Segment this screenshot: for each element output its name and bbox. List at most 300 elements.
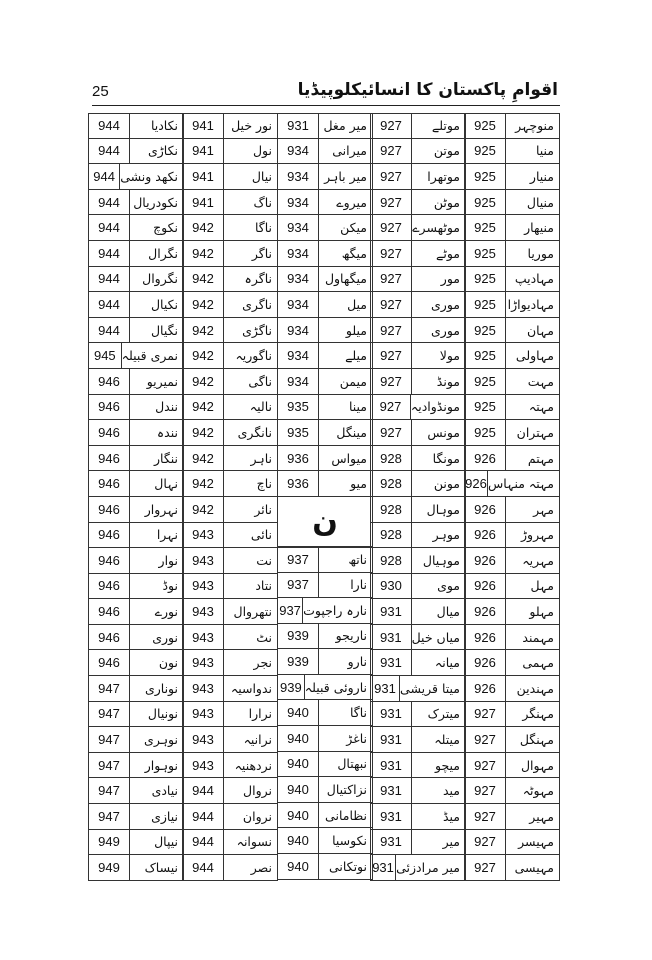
page-ref: 931 <box>371 676 400 701</box>
list-item <box>182 369 278 395</box>
list-item <box>370 548 466 574</box>
index-column <box>464 113 560 881</box>
tribe-name: نوہری <box>144 732 178 748</box>
page-ref: 947 <box>89 676 130 701</box>
list-item <box>182 420 278 446</box>
tribe-name: ناگری <box>242 296 272 312</box>
page-ref: 937 <box>278 573 319 598</box>
list-item <box>464 523 560 549</box>
tribe-name: میمن <box>339 373 367 389</box>
tribe-name: موتلے <box>431 118 460 134</box>
tribe-name: مہلو <box>529 604 554 620</box>
page-ref: 925 <box>465 190 506 215</box>
list-item <box>88 267 184 293</box>
list-item <box>88 139 184 165</box>
page-ref: 944 <box>89 190 130 215</box>
page-ref: 944 <box>89 215 130 240</box>
list-item <box>88 753 184 779</box>
list-item <box>464 215 560 241</box>
tribe-name: مونگا <box>432 450 460 466</box>
tribe-name: موٹھسرے <box>412 220 460 236</box>
tribe-name: نرانیہ <box>243 732 272 748</box>
page-ref: 927 <box>371 139 412 164</box>
list-item <box>182 139 278 165</box>
page-ref: 927 <box>465 753 506 778</box>
page-ref: 947 <box>89 804 130 829</box>
header-rule <box>92 105 560 106</box>
page-ref: 944 <box>89 164 120 189</box>
tribe-name: موہر <box>432 527 460 543</box>
tribe-name: نکاڑی <box>147 143 178 159</box>
page-ref: 931 <box>371 702 412 727</box>
tribe-name: نصر <box>250 860 272 876</box>
page-ref: 942 <box>183 292 224 317</box>
tribe-name: نونیال <box>147 706 178 722</box>
list-item <box>277 675 373 701</box>
page-ref: 942 <box>183 241 224 266</box>
list-item <box>182 625 278 651</box>
tribe-name: ناگا <box>254 220 272 236</box>
list-item <box>464 574 560 600</box>
page-ref: 934 <box>278 267 319 292</box>
page-ref: 931 <box>371 830 412 855</box>
list-item <box>277 369 373 395</box>
list-item <box>182 702 278 728</box>
page-ref: 925 <box>465 343 506 368</box>
page-ref: 946 <box>89 523 130 548</box>
tribe-name: مہروڑ <box>521 527 554 543</box>
page-ref: 944 <box>89 139 130 164</box>
list-item <box>370 676 466 702</box>
page-ref: 947 <box>89 778 130 803</box>
tribe-name: مہادیواڑا <box>507 296 554 312</box>
list-item <box>464 113 560 139</box>
tribe-name: نوار <box>158 552 178 568</box>
tribe-name: میتا قریشی <box>400 680 460 696</box>
page-ref: 931 <box>278 114 319 138</box>
page-ref: 943 <box>183 599 224 624</box>
page-ref: 946 <box>89 369 130 394</box>
page-ref: 934 <box>278 164 319 189</box>
list-item <box>182 753 278 779</box>
tribe-name: مولا <box>439 348 460 364</box>
tribe-name: مونن <box>433 476 460 492</box>
list-item <box>277 649 373 675</box>
page-ref: 946 <box>89 420 130 445</box>
tribe-name: مہوٹہ <box>522 783 554 799</box>
list-item <box>182 395 278 421</box>
tribe-name: مونڈوادیہ <box>410 399 460 415</box>
tribe-name: مونڈ <box>436 373 460 389</box>
tribe-name: مہتران <box>516 424 554 440</box>
list-item <box>464 471 560 497</box>
list-item <box>182 599 278 625</box>
tribe-name: نوناری <box>144 680 178 696</box>
list-item <box>464 369 560 395</box>
page-ref: 944 <box>183 778 224 803</box>
list-item <box>464 164 560 190</box>
page-ref: 927 <box>371 164 412 189</box>
tribe-name: ناگ <box>253 194 272 210</box>
tribe-name: موریا <box>527 245 554 261</box>
page-ref: 935 <box>278 395 319 420</box>
list-item <box>277 420 373 446</box>
tribe-name: نمیریو <box>146 373 178 389</box>
tribe-name: مہمی <box>522 655 554 671</box>
page-ref: 934 <box>278 369 319 394</box>
page-ref: 942 <box>183 395 224 420</box>
list-item <box>464 497 560 523</box>
index-column <box>277 113 373 880</box>
list-item <box>464 241 560 267</box>
list-item <box>182 343 278 369</box>
page-ref: 926 <box>465 650 506 675</box>
page-ref: 927 <box>371 318 412 343</box>
list-item <box>464 855 560 881</box>
page-ref: 940 <box>278 752 319 777</box>
tribe-name: نانگری <box>237 424 272 440</box>
page-ref: 927 <box>465 830 506 855</box>
page-ref: 926 <box>465 625 506 650</box>
page-ref: 928 <box>371 471 412 496</box>
tribe-name: مہل <box>530 578 554 594</box>
list-item <box>370 139 466 165</box>
list-item <box>182 676 278 702</box>
page-ref: 944 <box>183 830 224 855</box>
list-item <box>182 318 278 344</box>
page-ref: 949 <box>89 830 130 855</box>
tribe-name: مہنگر <box>522 706 554 722</box>
list-item <box>88 318 184 344</box>
page-ref: 931 <box>371 778 412 803</box>
tribe-name: مہتم <box>527 450 554 466</box>
list-item <box>277 215 373 241</box>
list-item <box>88 343 184 369</box>
tribe-name: میواس <box>331 450 367 466</box>
list-item <box>277 828 373 854</box>
tribe-name: مور <box>440 271 460 287</box>
tribe-name: ناچ <box>256 476 272 492</box>
tribe-name: میر <box>442 834 460 850</box>
page-ref: 935 <box>278 420 319 445</box>
index-column <box>88 113 184 881</box>
page-ref: 926 <box>465 446 506 471</box>
list-item <box>88 676 184 702</box>
tribe-name: نالیہ <box>249 399 272 415</box>
page-ref: 926 <box>465 523 506 548</box>
list-item <box>464 830 560 856</box>
tribe-name: نائر <box>254 501 272 517</box>
tribe-name: مہر <box>533 501 554 517</box>
page-ref: 942 <box>183 267 224 292</box>
list-item <box>277 752 373 778</box>
list-item <box>464 548 560 574</box>
page-ref: 946 <box>89 650 130 675</box>
list-item <box>182 778 278 804</box>
page-ref: 934 <box>278 215 319 240</box>
page-ref: 947 <box>89 753 130 778</box>
page-ref: 942 <box>183 471 224 496</box>
page-ref: 931 <box>371 855 396 880</box>
tribe-name: منیال <box>526 194 554 210</box>
page-ref: 942 <box>183 497 224 522</box>
tribe-name: نوری <box>152 629 178 645</box>
page-ref: 946 <box>89 599 130 624</box>
page-ref: 945 <box>89 343 122 368</box>
tribe-name: منیا <box>535 143 554 159</box>
tribe-name: نکادیا <box>150 118 178 134</box>
list-item <box>277 726 373 752</box>
page-ref: 931 <box>371 625 412 650</box>
list-item <box>370 574 466 600</box>
tribe-name: میو <box>350 476 367 492</box>
list-item <box>370 599 466 625</box>
list-item <box>370 650 466 676</box>
page-ref: 928 <box>371 446 412 471</box>
tribe-name: نگرال <box>148 245 178 261</box>
page-ref: 947 <box>89 727 130 752</box>
list-item <box>182 241 278 267</box>
tribe-name: مہتہ <box>528 399 554 415</box>
list-item <box>182 292 278 318</box>
tribe-name: نورے <box>154 604 178 620</box>
list-item <box>88 395 184 421</box>
tribe-name: مہندین <box>516 680 554 696</box>
tribe-name: نت <box>256 552 272 568</box>
page-ref: 941 <box>183 114 224 138</box>
list-item <box>277 598 373 624</box>
page-ref: 927 <box>465 855 506 880</box>
tribe-name: ناہر <box>250 450 272 466</box>
list-item <box>370 830 466 856</box>
page-ref: 943 <box>183 702 224 727</box>
index-column <box>182 113 278 881</box>
tribe-name: میترک <box>427 706 460 722</box>
page-ref: 943 <box>183 523 224 548</box>
list-item <box>277 700 373 726</box>
page-ref: 927 <box>371 215 412 240</box>
page-ref: 944 <box>89 267 130 292</box>
list-item <box>88 369 184 395</box>
tribe-name: نرارا <box>248 706 272 722</box>
tribe-name: میکن <box>340 220 367 236</box>
page-ref: 926 <box>465 497 506 522</box>
tribe-name: موٹن <box>433 194 460 210</box>
tribe-name: ناگی <box>248 373 272 389</box>
tribe-name: موتن <box>433 143 460 159</box>
list-item <box>370 778 466 804</box>
list-item <box>88 625 184 651</box>
page-ref: 946 <box>89 548 130 573</box>
tribe-name: نون <box>158 655 178 671</box>
list-item <box>464 139 560 165</box>
tribe-name: موٹے <box>436 245 460 261</box>
list-item <box>277 446 373 472</box>
tribe-name: ندواسیہ <box>230 680 272 696</box>
page-ref: 936 <box>278 471 319 496</box>
page-ref: 927 <box>465 778 506 803</box>
page-ref: 927 <box>371 395 411 420</box>
page-ref: 940 <box>278 777 319 802</box>
tribe-name: مونس <box>427 424 460 440</box>
tribe-name: مہادیپ <box>514 271 554 287</box>
page-ref: 944 <box>183 855 224 880</box>
tribe-name: نبھتال <box>337 756 367 772</box>
list-item <box>464 446 560 472</box>
list-item <box>182 830 278 856</box>
list-item <box>464 343 560 369</box>
page-ref: 947 <box>89 702 130 727</box>
list-item <box>464 267 560 293</box>
list-item <box>88 702 184 728</box>
list-item <box>370 343 466 369</box>
list-item <box>370 804 466 830</box>
tribe-name: ناروئی قبیلہ <box>304 679 367 695</box>
page-ref: 925 <box>465 420 506 445</box>
list-item <box>370 395 466 421</box>
tribe-name: میانہ <box>434 655 460 671</box>
page-ref: 940 <box>278 803 319 828</box>
list-item <box>370 702 466 728</box>
list-item <box>277 267 373 293</box>
page-ref: 927 <box>371 369 412 394</box>
list-item <box>464 318 560 344</box>
tribe-name: نہرا <box>156 527 178 543</box>
tribe-name: میل <box>347 296 367 312</box>
tribe-name: ناتھ <box>348 552 367 568</box>
page-ref: 946 <box>89 471 130 496</box>
list-item <box>277 164 373 190</box>
page-ref: 944 <box>89 318 130 343</box>
page-ref: 934 <box>278 139 319 164</box>
list-item <box>464 599 560 625</box>
page-ref: 941 <box>183 164 224 189</box>
tribe-name: نسوانہ <box>236 834 272 850</box>
page-ref: 925 <box>465 267 506 292</box>
list-item <box>182 190 278 216</box>
page-ref: 943 <box>183 548 224 573</box>
list-item <box>370 420 466 446</box>
page-number: 25 <box>92 83 109 100</box>
page-ref: 943 <box>183 676 224 701</box>
list-item <box>277 241 373 267</box>
tribe-name: نمری قبیلہ <box>121 348 178 364</box>
list-item <box>464 395 560 421</box>
tribe-name: نہروار <box>144 501 178 517</box>
tribe-name: منیھار <box>524 220 554 236</box>
page-ref: 928 <box>371 548 412 573</box>
tribe-name: میروے <box>336 194 367 210</box>
tribe-name: نیادی <box>151 783 178 799</box>
page-ref: 940 <box>278 828 319 853</box>
page-ref: 946 <box>89 497 130 522</box>
page-ref: 937 <box>278 548 319 572</box>
list-item <box>370 855 466 881</box>
tribe-name: نگروال <box>142 271 178 287</box>
tribe-name: موہال <box>426 501 460 517</box>
tribe-name: نوڈ <box>162 578 178 594</box>
list-item <box>277 292 373 318</box>
page-ref: 927 <box>371 241 412 266</box>
list-item <box>182 523 278 549</box>
tribe-name: ناگڑی <box>242 322 272 338</box>
tribe-name: نزاکتیال <box>326 782 367 798</box>
tribe-name: نتھروال <box>233 604 272 620</box>
list-item <box>88 420 184 446</box>
tribe-name: موہیال <box>422 552 460 568</box>
page-ref: 934 <box>278 318 319 343</box>
list-item <box>277 547 373 573</box>
page-ref: 940 <box>278 854 319 879</box>
list-item <box>277 624 373 650</box>
list-item <box>277 395 373 421</box>
page-ref: 944 <box>89 292 130 317</box>
tribe-name: میلو <box>345 322 367 338</box>
list-item <box>182 727 278 753</box>
page-ref: 934 <box>278 190 319 215</box>
page-ref: 931 <box>371 650 412 675</box>
tribe-name: نظامانی <box>325 807 367 823</box>
tribe-name: مہت <box>527 373 554 389</box>
section-letter: ن <box>277 497 373 547</box>
page-ref: 927 <box>371 114 412 138</box>
tribe-name: مہریہ <box>522 552 554 568</box>
tribe-name: مہنگل <box>519 732 554 748</box>
tribe-name: نکوسیا <box>332 833 367 849</box>
tribe-name: ننگار <box>154 450 178 466</box>
page-ref: 939 <box>278 675 305 700</box>
tribe-name: ناگا <box>349 705 367 721</box>
page-ref: 941 <box>183 190 224 215</box>
tribe-name: موری <box>431 322 460 338</box>
page-ref: 946 <box>89 574 130 599</box>
tribe-name: موری <box>431 296 460 312</box>
tribe-name: مید <box>442 783 460 799</box>
list-item <box>370 727 466 753</box>
list-item <box>277 343 373 369</box>
list-item <box>464 727 560 753</box>
page-ref: 925 <box>465 241 506 266</box>
page-ref: 942 <box>183 318 224 343</box>
page-ref: 949 <box>89 855 130 880</box>
tribe-name: مینا <box>348 399 367 415</box>
page-ref: 931 <box>371 804 412 829</box>
page-ref: 941 <box>183 139 224 164</box>
list-item <box>88 164 184 190</box>
list-item <box>464 804 560 830</box>
page-ref: 944 <box>183 804 224 829</box>
list-item <box>370 625 466 651</box>
list-item <box>88 190 184 216</box>
list-item <box>88 215 184 241</box>
tribe-name: نندہ <box>156 424 178 440</box>
list-item <box>464 190 560 216</box>
list-item <box>370 241 466 267</box>
page-ref: 927 <box>465 727 506 752</box>
list-item <box>182 113 278 139</box>
tribe-name: نروال <box>243 783 272 799</box>
tribe-name: مینگل <box>336 424 367 440</box>
list-item <box>277 139 373 165</box>
page-ref: 925 <box>465 292 506 317</box>
list-item <box>464 676 560 702</box>
page-ref: 942 <box>183 446 224 471</box>
tribe-name: مہتہ منہاس <box>488 476 554 492</box>
list-item <box>464 420 560 446</box>
tribe-name: موی <box>437 578 460 594</box>
page-ref: 925 <box>465 318 506 343</box>
tribe-name: نجر <box>253 655 272 671</box>
